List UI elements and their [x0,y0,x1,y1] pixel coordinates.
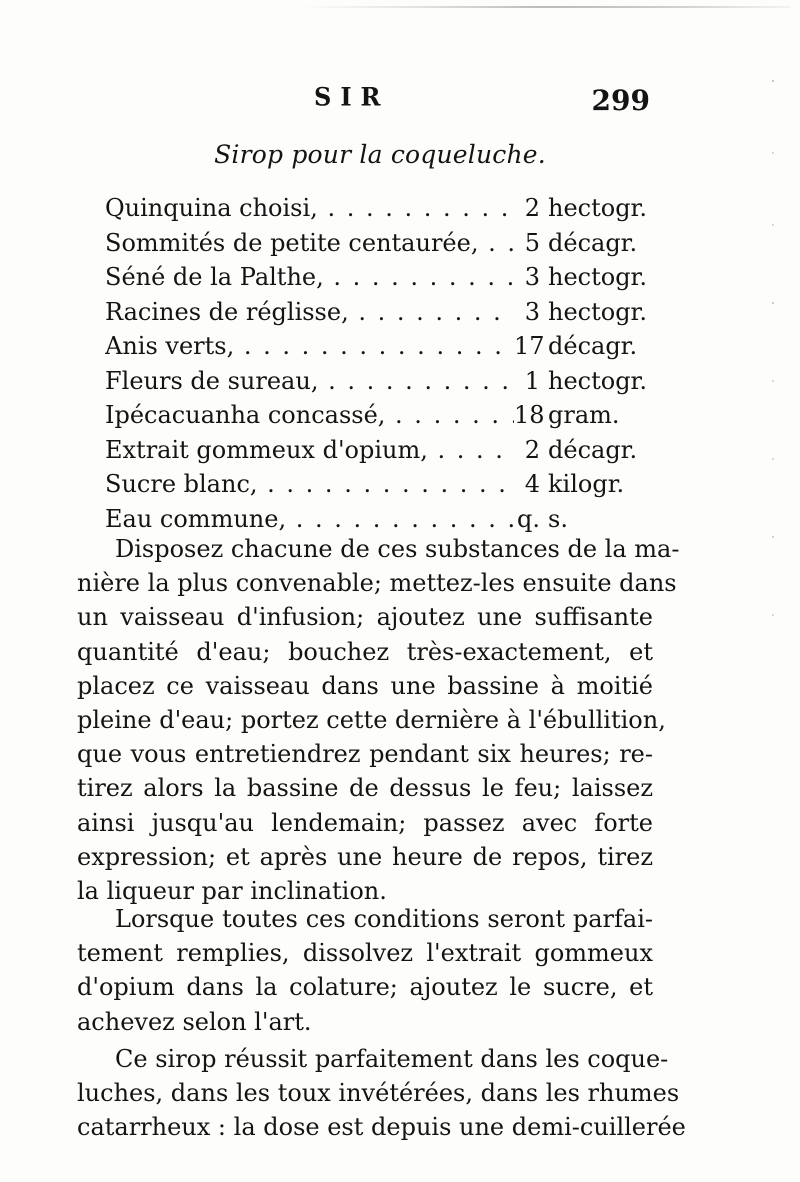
ingredient-unit: décagr. [548,332,638,361]
ingredient-quantity: 2 [524,435,540,464]
paragraph-line: quantité d'eau; bouchez très-exactement, et [77,637,653,666]
running-head: SIR [314,81,390,112]
ingredient-name: Anis verts, . . . [105,331,514,361]
page-header [110,70,650,118]
scan-edge-line [300,6,790,8]
ingredient-unit: hectogr. [548,366,648,395]
paragraph-line: pleine d'eau; portez cette dernière à l'ébullition, [77,705,666,734]
ingredient-row-sureau [105,364,650,399]
paragraph-line: ainsi jusqu'au lendemain; passez avec forte [77,808,653,837]
instructions-paragraph [77,532,680,908]
paragraph-line: placez ce vaisseau dans une bassine à moitié [77,671,653,700]
usage-paragraph [77,1042,686,1145]
completion-paragraph [77,902,653,1039]
ingredient-quantity: 3 [524,297,540,326]
paragraph-line: achevez selon l'art. [77,1007,312,1036]
ingredient-name: Extrait gommeux d'opium, . . . [105,435,514,465]
ingredient-row-ipecacuanha [105,398,650,433]
paragraph-line: un vaisseau d'infusion; ajoutez une suffisante [77,603,653,632]
scan-margin-marks [758,45,788,645]
paragraph-line: luches, dans les toux invétérées, dans les rhumes [77,1079,680,1108]
ingredient-row-eau [105,502,650,537]
paragraph-line: Ce sirop réussit parfaitement dans les coque- [115,1045,669,1073]
ingredient-quantity: 4 [524,470,540,499]
paragraph-line: Disposez chacune de ces substances de la ma- [115,535,680,563]
paragraph-line: d'opium dans la colature; ajoutez le sucre, et [77,973,653,1002]
ingredient-name: Sommités de petite centaurée, . . . [105,228,514,258]
ingredient-name: Séné de la Palthe, . . . [105,262,514,292]
ingredient-quantity: 2 [524,194,540,223]
ingredient-quantity: q. [517,504,540,533]
ingredient-name: Racines de réglisse, . . . [105,297,514,327]
ingredient-unit: s. [548,504,568,533]
ingredient-quantity: 17 [514,332,545,361]
ingredient-row-reglisse [105,295,650,330]
ingredient-list [105,191,650,536]
ingredient-row-centauree [105,226,650,261]
ingredient-name: Eau commune, . . . [105,504,514,534]
ingredient-quantity: 1 [524,366,540,395]
ingredient-unit: décagr. [548,228,638,257]
paragraph-line: que vous entretiendrez pendant six heures; re- [77,740,653,769]
page-number: 299 [591,84,650,117]
ingredient-quantity: 3 [524,263,540,292]
ingredient-row-opium [105,433,650,468]
ingredient-unit: hectogr. [548,297,648,326]
ingredient-row-quinquina [105,191,650,226]
ingredient-name: Fleurs de sureau, . . . [105,366,514,396]
ingredient-name: Quinquina choisi, . . . [105,193,514,223]
paragraph-line: la liqueur par inclination. [77,876,387,905]
paragraph-line: tirez alors la bassine de dessus le feu; laissez [77,774,653,803]
ingredient-row-anis [105,329,650,364]
paragraph-line: nière la plus convenable; mettez-les ensuite dans [77,569,677,598]
ingredient-name: Sucre blanc, . . . [105,469,514,499]
ingredient-row-sucre [105,467,650,502]
ingredient-row-sene [105,260,650,295]
ingredient-quantity: 5 [524,228,540,257]
paragraph-line: tement remplies, dissolvez l'extrait gommeux [77,939,653,968]
paragraph-line: catarrheux : la dose est depuis une demi-cuillerée [77,1113,686,1142]
ingredient-unit: gram. [548,401,620,430]
paragraph-line: Lorsque toutes ces conditions seront parfai- [115,905,653,933]
ingredient-unit: hectogr. [548,194,648,223]
ingredient-unit: kilogr. [548,470,625,499]
ingredient-name: Ipécacuanha concassé, . . . [105,400,514,430]
ingredient-unit: décagr. [548,435,638,464]
ingredient-quantity: 18 [514,401,545,430]
paragraph-line: expression; et après une heure de repos, tirez [77,842,653,871]
ingredient-unit: hectogr. [548,263,648,292]
recipe-title: Sirop pour la coqueluche. [214,140,546,169]
